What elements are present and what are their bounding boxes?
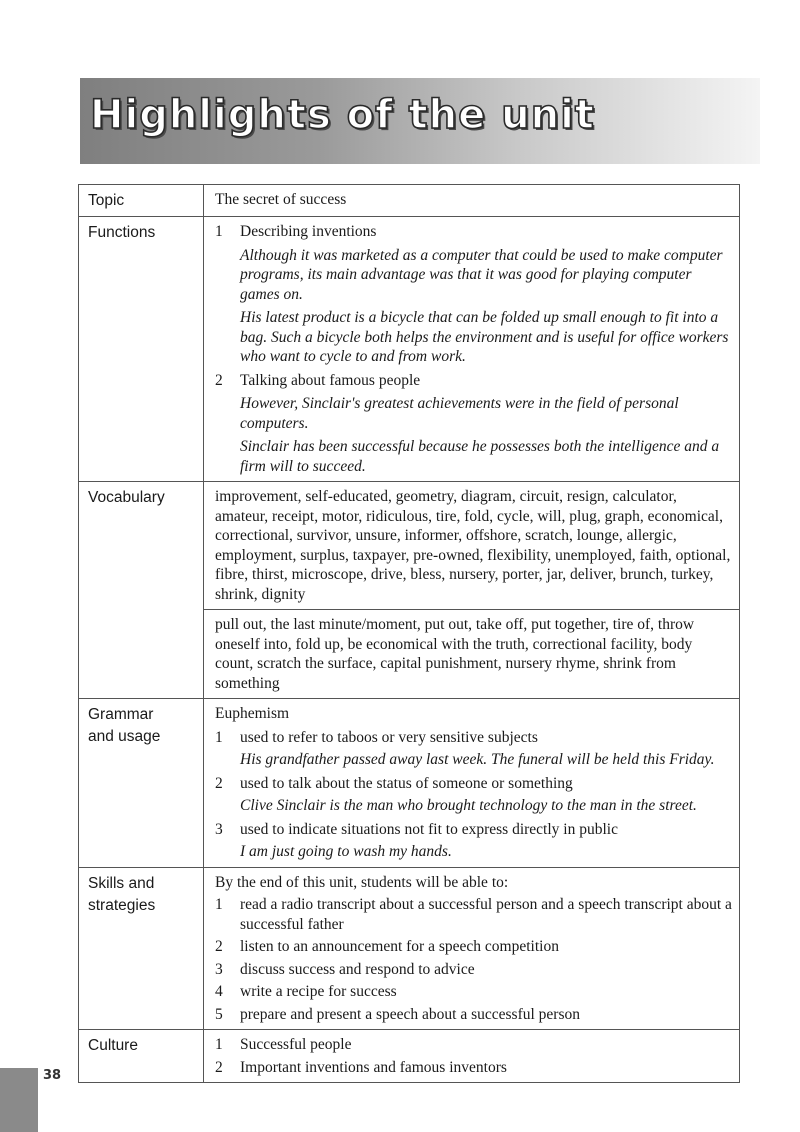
example-sentence: His grandfather passed away last week. The funeral will be held this Friday. [240, 751, 715, 768]
skills-content [204, 867, 740, 1030]
example-sentence: His latest product is a bicycle that can be folded up small enough to fit into a bag. Such a bicycle both helps the environment and is useful for office workers who want to cycle to and from work. [240, 309, 729, 365]
culture-text: Successful people [240, 1036, 352, 1053]
grammar-point: used to refer to taboos or very sensitive subjects [240, 728, 538, 746]
example-sentence: Although it was marketed as a computer that could be used to make computer programs, its main advantage was that it was good for playing computer games on. [240, 246, 723, 303]
skills-item [215, 960, 733, 980]
functions-content [204, 217, 740, 482]
item-number: 5 [215, 1005, 223, 1023]
grammar-item [215, 774, 733, 794]
grammar-content [204, 699, 740, 868]
example-sentence: However, Sinclair's greatest achievements were in the field of personal computers. [240, 395, 679, 432]
item-number: 3 [215, 960, 223, 978]
page-title: Highlights of the unit [90, 92, 595, 138]
skills-text: listen to an announcement for a speech competition [240, 938, 559, 955]
skills-intro: By the end of this unit, students will be able to: [215, 873, 509, 891]
skills-item [215, 895, 733, 934]
culture-row [79, 1030, 740, 1083]
grammar-heading: Euphemism [215, 705, 290, 722]
skills-item [215, 937, 733, 957]
example-sentence: I am just going to wash my hands. [240, 843, 452, 860]
skills-label-line: Skills and [88, 874, 155, 892]
skills-text: read a radio transcript about a successful person and a speech transcript about a successful father [240, 896, 732, 933]
item-number: 1 [215, 1036, 223, 1053]
function-item [215, 222, 733, 242]
item-number: 2 [215, 1058, 223, 1076]
functions-label: Functions [79, 217, 204, 482]
culture-item [215, 1058, 733, 1078]
skills-label [79, 867, 204, 1030]
item-number: 1 [215, 223, 223, 240]
skills-text: prepare and present a speech about a successful person [240, 1005, 580, 1023]
highlights-table [78, 184, 740, 1083]
item-number: 2 [215, 371, 223, 389]
grammar-row [79, 699, 740, 868]
topic-text: The secret of success [204, 185, 740, 217]
grammar-point: used to indicate situations not fit to express directly in public [240, 820, 618, 838]
topic-label: Topic [79, 185, 204, 217]
grammar-label [79, 699, 204, 868]
functions-row [79, 217, 740, 482]
item-number: 2 [215, 774, 223, 792]
grammar-item [215, 820, 733, 840]
function-item [215, 371, 733, 391]
grammar-item [215, 728, 733, 748]
skills-item [215, 1005, 733, 1025]
item-number: 2 [215, 938, 223, 955]
grammar-point: used to talk about the status of someone or something [240, 774, 573, 792]
vocabulary-words: improvement, self-educated, geometry, diagram, circuit, resign, calculator, amateur, receipt, motor, ridiculous, tire, fold, cycle, will, plug, graph, economical, correctional, survivor, unsure, informer, offshore, scratch, lounge, allergic, employment, surplus, taxpayer, pre-owned, flexibility, unemployed, faith, optional, fibre, thirst, microscope, drive, bless, nursery, porter, jar, deliver, brunch, turkey, shrink, dignity [204, 482, 740, 610]
item-number: 1 [215, 896, 223, 913]
culture-content [204, 1030, 740, 1083]
culture-label: Culture [79, 1030, 204, 1083]
vocabulary-row [79, 482, 740, 610]
page-tab [0, 1068, 38, 1132]
culture-text: Important inventions and famous inventors [240, 1058, 507, 1076]
example-sentence: Sinclair has been successful because he possesses both the intelligence and a firm will to succeed. [240, 438, 720, 475]
item-number: 4 [215, 983, 223, 1000]
title-banner [80, 78, 760, 164]
grammar-label-line: and usage [88, 728, 161, 745]
item-number: 3 [215, 820, 223, 838]
skills-item [215, 982, 733, 1002]
vocabulary-label: Vocabulary [79, 482, 204, 699]
skills-text: discuss success and respond to advice [240, 960, 475, 978]
vocabulary-phrases: pull out, the last minute/moment, put out, take off, put together, tire of, throw oneself into, fold up, be economical with the truth, correctional facility, body count, scratch the surface, capital punishment, nursery rhyme, shrink from something [204, 610, 740, 699]
page-number: 38 [43, 1068, 62, 1083]
function-heading: Talking about famous people [240, 371, 421, 389]
skills-text: write a recipe for success [240, 983, 397, 1000]
grammar-label-line: Grammar [88, 706, 154, 723]
example-sentence: Clive Sinclair is the man who brought technology to the man in the street. [240, 797, 697, 814]
culture-item [215, 1035, 733, 1055]
topic-row [79, 185, 740, 217]
function-heading: Describing inventions [240, 223, 377, 240]
item-number: 1 [215, 728, 223, 746]
skills-row [79, 867, 740, 1030]
skills-label-line: strategies [88, 896, 156, 914]
